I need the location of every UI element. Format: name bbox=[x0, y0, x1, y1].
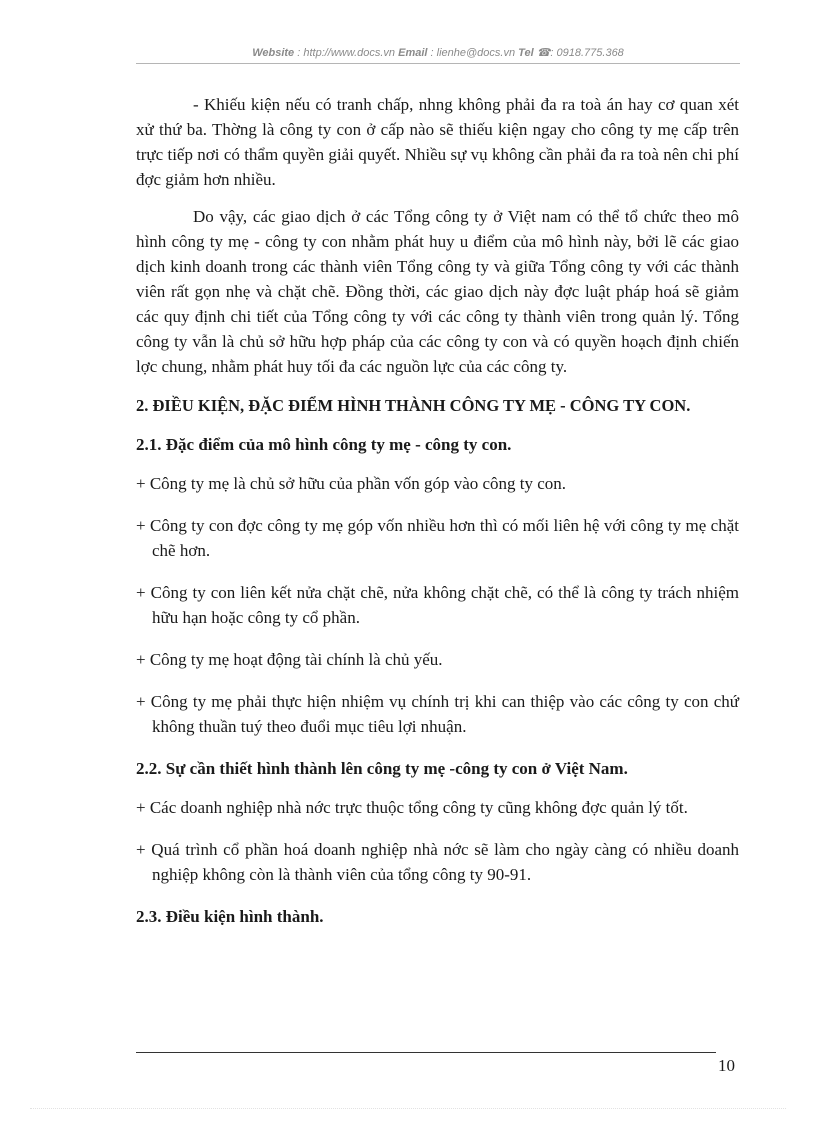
page-number: 10 bbox=[718, 1056, 735, 1075]
paragraph-1: - Khiếu kiện nếu có tranh chấp, nhng không phải đa ra toà án hay cơ quan xét xử thứ ba. Thờng là công ty con ở cấp nào sẽ thiếu kiện ngay cho công ty mẹ cấp trên trực tiếp nơi có thẩm quyền giải quyết. Nhiều sự vụ không cần phải đa ra toà nên chi phí đợc giảm hơn nhiều. bbox=[136, 95, 739, 189]
list-item: + Các doanh nghiệp nhà nớc trực thuộc tổng công ty cũng không đợc quản lý tốt. bbox=[136, 798, 688, 817]
list-item: + Công ty mẹ phải thực hiện nhiệm vụ chính trị khi can thiệp vào các công ty con chứ không thuần tuý theo đuổi mục tiêu lợi nhuận. bbox=[136, 692, 739, 736]
footer-divider bbox=[136, 1052, 716, 1053]
section-heading: 2. ĐIỀU KIỆN, ĐẶC ĐIỂM HÌNH THÀNH CÔNG TY MẸ - CÔNG TY CON. bbox=[136, 396, 691, 415]
subheading-2-2: 2.2. Sự cần thiết hình thành lên công ty mẹ -công ty con ở Việt Nam. bbox=[136, 759, 628, 778]
document-body bbox=[136, 92, 739, 943]
list-item: + Công ty con liên kết nửa chặt chẽ, nửa không chặt chẽ, có thể là công ty trách nhiệm hữu hạn hoặc công ty cổ phần. bbox=[136, 583, 739, 627]
list-item: + Quá trình cổ phần hoá doanh nghiệp nhà nớc sẽ làm cho ngày càng có nhiều doanh nghiệp không còn là thành viên của tổng công ty 90-91. bbox=[136, 840, 739, 884]
tel-label: Tel bbox=[518, 47, 534, 59]
email-label: Email bbox=[398, 47, 428, 59]
list-item: + Công ty mẹ là chủ sở hữu của phần vốn góp vào công ty con. bbox=[136, 474, 567, 493]
website-label: Website bbox=[252, 47, 295, 59]
list-item: + Công ty mẹ hoạt động tài chính là chủ yếu. bbox=[136, 650, 443, 669]
subheading-2-1: 2.1. Đặc điểm của mô hình công ty mẹ - công ty con. bbox=[136, 435, 512, 454]
subheading-2-3: 2.3. Điều kiện hình thành. bbox=[136, 907, 324, 926]
website-value: : http://www.docs.vn bbox=[294, 47, 399, 59]
page-bottom-border bbox=[30, 1108, 786, 1109]
paragraph-2: Do vậy, các giao dịch ở các Tổng công ty ở Việt nam có thể tổ chức theo mô hình công ty mẹ - công ty con nhằm phát huy u điểm của mô hình này, bởi lẽ các giao dịch kinh doanh trong các thành viên Tổng công ty và giữa Tổng công ty với các thành viên rất gọn nhẹ và chặt chẽ. Đồng thời, các giao dịch này đợc luật pháp hoá sẽ giảm các quy định chi tiết của Tổng công ty với các công ty thành viên trong quản lý. Tổng công ty vẫn là chủ sở hữu hợp pháp của các công ty con và có quyền hoạch định chiến lợc chung, nhằm phát huy tối đa các nguồn lực của các công ty. bbox=[136, 207, 739, 376]
page-header bbox=[136, 46, 740, 64]
tel-value: ☎: 0918.775.368 bbox=[533, 47, 624, 59]
email-value: : lienhe@docs.vn bbox=[427, 47, 519, 59]
list-item: + Công ty con đợc công ty mẹ góp vốn nhiều hơn thì có mối liên hệ với công ty mẹ chặt chẽ hơn. bbox=[136, 516, 739, 560]
